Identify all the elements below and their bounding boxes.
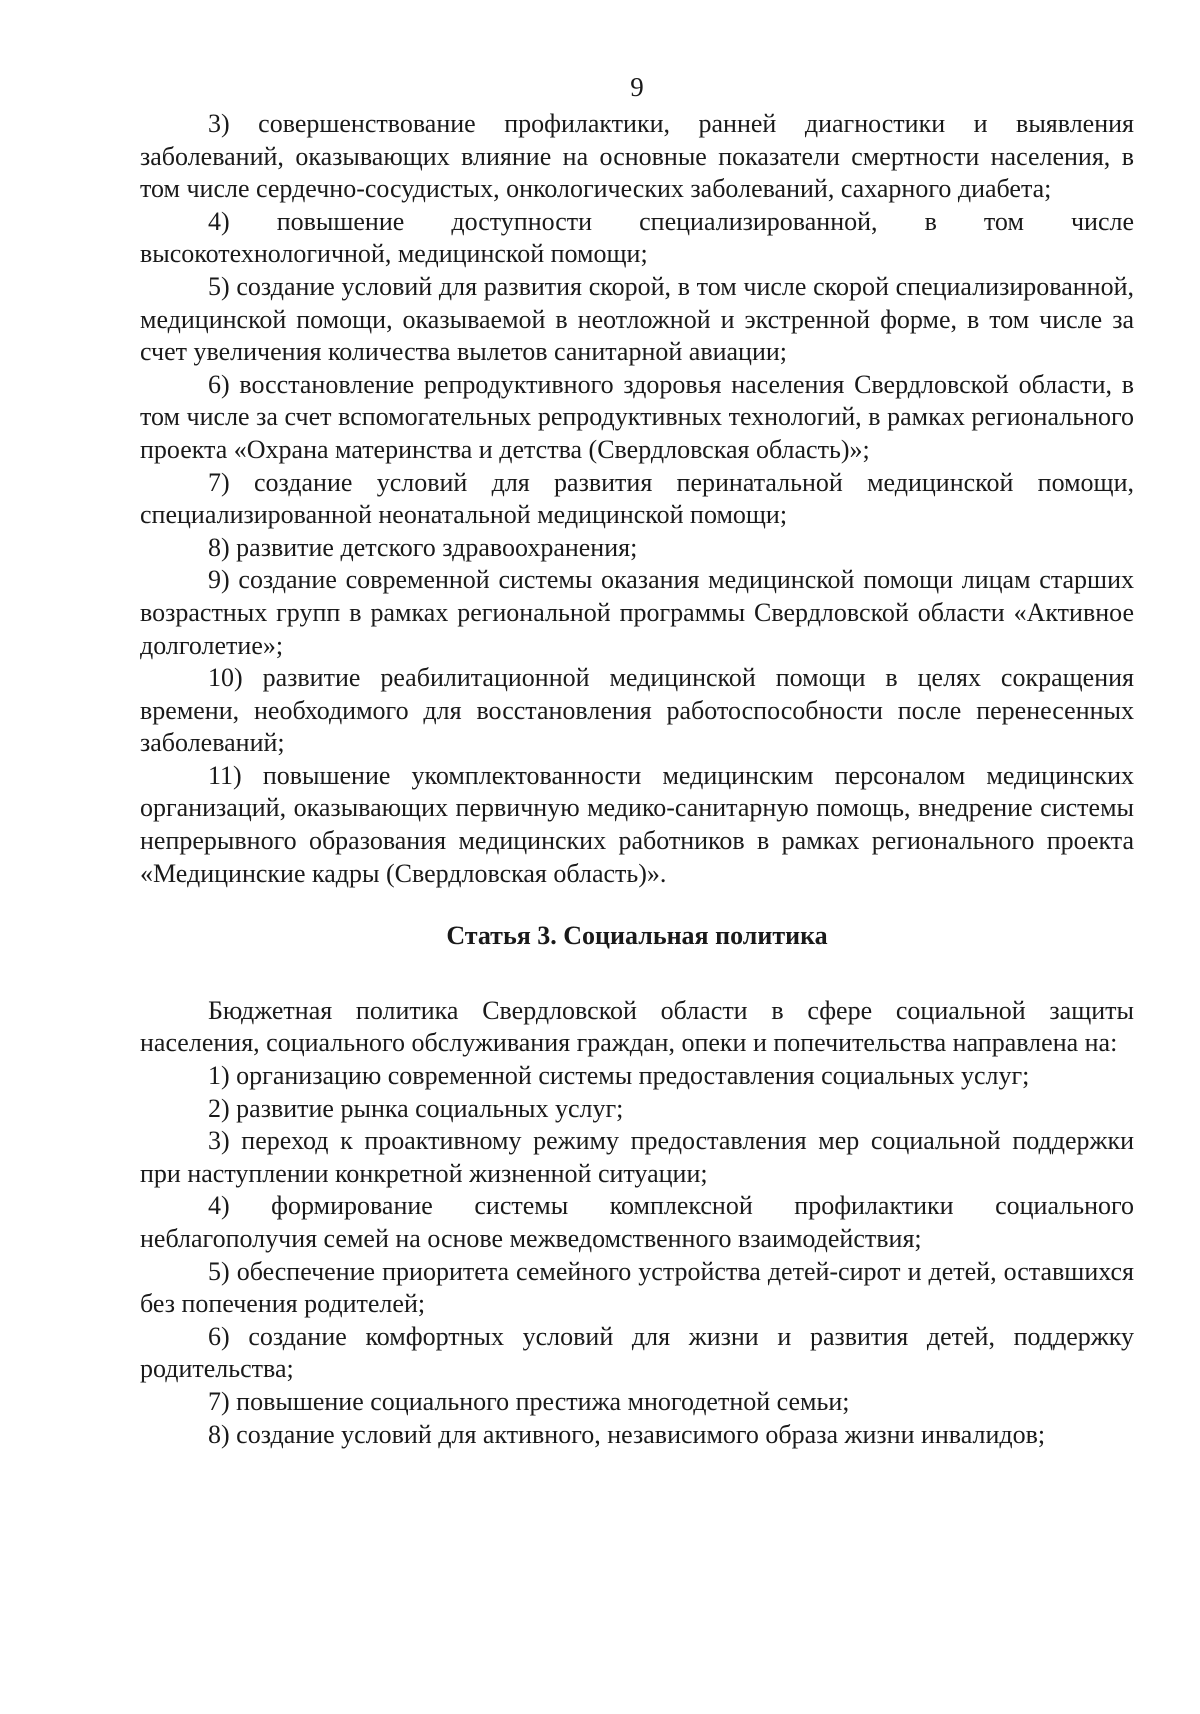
list-item: 10) развитие реабилитационной медицинской помощи в целях сокращения времени, необходимого для восстановления работоспособности после перенесенных заболеваний; xyxy=(140,663,1134,758)
health-policy-list xyxy=(140,108,1134,890)
document-page xyxy=(140,70,1134,1451)
article-intro: Бюджетная политика Свердловской области в сфере социальной защиты населения, социального обслуживания граждан, опеки и попечительства направлена на: xyxy=(140,995,1134,1058)
list-item: 8) развитие детского здравоохранения; xyxy=(208,532,638,562)
list-item: 11) повышение укомплектованности медицинским персоналом медицинских организаций, оказывающих первичную медико-санитарную помощь, внедрение системы непрерывного образования медицинских работников в рамках регионального проекта «Медицинские кадры (Свердловская область)». xyxy=(140,760,1134,888)
list-item: 2) развитие рынка социальных услуг; xyxy=(208,1093,624,1123)
social-policy-list xyxy=(140,1060,1134,1451)
article-heading: Статья 3. Социальная политика xyxy=(446,921,828,951)
list-item: 6) создание комфортных условий для жизни и развития детей, поддержку родительства; xyxy=(140,1321,1134,1384)
list-item: 8) создание условий для активного, независимого образа жизни инвалидов; xyxy=(208,1419,1046,1449)
list-item: 6) восстановление репродуктивного здоровья населения Свердловской области, в том числе за счет вспомогательных репродуктивных технологий, в рамках регионального проекта «Охрана материнства и детства (Свердловская область)»; xyxy=(140,369,1134,464)
list-item: 5) обеспечение приоритета семейного устройства детей-сирот и детей, оставшихся без попечения родителей; xyxy=(140,1256,1134,1319)
page-number: 9 xyxy=(630,72,644,102)
list-item: 7) создание условий для развития перинатальной медицинской помощи, специализированной неонатальной медицинской помощи; xyxy=(140,467,1134,530)
list-item: 3) переход к проактивному режиму предоставления мер социальной поддержки при наступлении конкретной жизненной ситуации; xyxy=(140,1126,1134,1188)
list-item: 1) организацию современной системы предоставления социальных услуг; xyxy=(208,1061,1030,1091)
list-item: 9) создание современной системы оказания медицинской помощи лицам старших возрастных групп в рамках региональной программы Свердловской области «Активное долголетие»; xyxy=(140,565,1134,660)
list-item: 3) совершенствование профилактики, ранней диагностики и выявления заболеваний, оказывающих влияние на основные показатели смертности населения, в том числе сердечно-сосудистых, онкологических заболеваний, сахарного диабета; xyxy=(140,109,1134,204)
list-item: 5) создание условий для развития скорой, в том числе скорой специализированной, медицинской помощи, оказываемой в неотложной и экстренной форме, в том числе за счет увеличения количества вылетов санитарной авиации; xyxy=(140,271,1134,367)
list-item: 4) повышение доступности специализированной, в том числе высокотехнологичной, медицинской помощи; xyxy=(140,206,1134,269)
list-item: 7) повышение социального престижа многодетной семьи; xyxy=(208,1386,850,1416)
list-item: 4) формирование системы комплексной профилактики социального неблагополучия семей на основе межведомственного взаимодействия; xyxy=(140,1191,1134,1253)
